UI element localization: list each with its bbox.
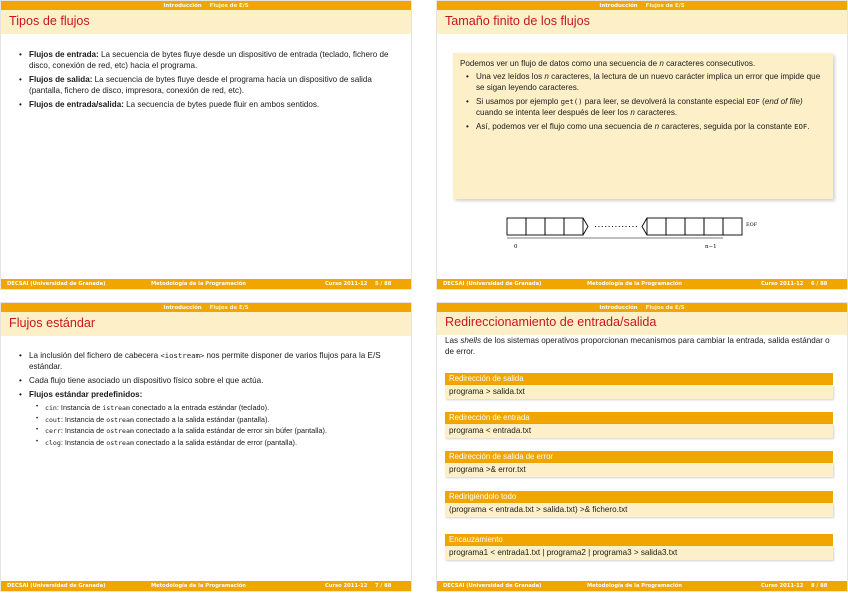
footer-bar	[437, 581, 847, 591]
footer-institution: DECSAI (Universidad de Granada)	[7, 583, 106, 589]
nav-subsection[interactable]: Flujos de E/S	[645, 304, 685, 311]
stream-item-cout: • cout: Instancia de ostream conectado a la salida estándar (pantalla).	[29, 415, 397, 426]
bullet-get-eof: • Si usamos por ejemplo get() para leer, se devolverá la constante especial EOF (end of file) cuando se intenta leer después de leer los n caracteres.	[464, 96, 826, 118]
block-encauzamiento	[445, 534, 833, 560]
index-first: 0	[514, 244, 518, 250]
char-cell	[647, 218, 666, 235]
nav-section[interactable]: Introducción	[599, 2, 638, 9]
slide-tipos-de-flujos	[0, 0, 412, 290]
char-cell	[564, 218, 583, 235]
nav-subsection[interactable]: Flujos de E/S	[645, 2, 685, 9]
nav-bar	[437, 303, 847, 312]
block-header: Redirección de salida de error	[445, 451, 833, 463]
footer-bar	[1, 279, 411, 289]
slide-title: Tipos de flujos	[1, 10, 411, 34]
footer-bar	[437, 279, 847, 289]
char-cell	[545, 218, 564, 235]
char-cell	[704, 218, 723, 235]
eof-cell	[723, 218, 742, 235]
bullet-flujos-entrada: • Flujos de entrada: La secuencia de bytes fluye desde un dispositivo de entrada (teclado, fichero de disco, conexión de red, etc) hacia el programa.	[17, 49, 397, 71]
bullet-flujos-salida: • Flujos de salida: La secuencia de bytes fluye desde el programa hacia un dispositivo de salida (pantalla, fichero de disco, impresora, conexión de red, etc).	[17, 74, 397, 96]
break-mark-right	[642, 218, 647, 235]
slide-tamano-finito	[436, 0, 848, 290]
block-header: Redirección de entrada	[445, 412, 833, 424]
block-header: Encauzamiento	[445, 534, 833, 546]
footer-academic-year: Curso 2011-12	[325, 281, 368, 287]
slide-body	[17, 350, 397, 451]
footer-institution: DECSAI (Universidad de Granada)	[443, 281, 542, 287]
char-cell	[666, 218, 685, 235]
nav-bar	[1, 1, 411, 10]
bullet-iostream: • La inclusión del fichero de cabecera <iostream> nos permite disponer de varios flujos para la E/S estándar.	[17, 350, 397, 372]
nav-bar	[437, 1, 847, 10]
block-command: programa1 < entrada1.txt | programa2 | programa3 > salida3.txt	[445, 546, 833, 560]
nav-section[interactable]: Introducción	[599, 304, 638, 311]
intro-text: Podemos ver un flujo de datos como una secuencia de n caracteres consecutivos.	[460, 59, 756, 68]
explanation-box	[453, 53, 833, 199]
footer-page-number: 6 / 88	[811, 281, 828, 287]
char-cell	[526, 218, 545, 235]
footer-institution: DECSAI (Universidad de Granada)	[7, 281, 106, 287]
footer-page-number: 7 / 88	[375, 583, 392, 589]
nav-section[interactable]: Introducción	[163, 304, 202, 311]
footer-course-title: Metodología de la Programación	[587, 281, 682, 287]
bullet-predefinidos: • Flujos estándar predefinidos: • cin: Instancia de istream conectado a la entrada estándar (teclado). • cout: Instancia de ostream conectado a la salida estándar (pantalla). • cerr: Instancia de ostream conectado a la salida estándar de error sin búfer (pantalla). • clog: Instancia de ostream conectado a la salida estándar de error (pantalla).	[17, 389, 397, 448]
nav-section[interactable]: Introducción	[163, 2, 202, 9]
block-command: programa >& error.txt	[445, 463, 833, 477]
footer-institution: DECSAI (Universidad de Granada)	[443, 583, 542, 589]
footer-academic-year: Curso 2011-12	[325, 583, 368, 589]
footer-page-number: 5 / 88	[375, 281, 392, 287]
block-command: (programa < entrada.txt > salida.txt) >& fichero.txt	[445, 503, 833, 517]
index-last: n−1	[705, 244, 717, 250]
bullet-secuencia-eof: • Así, podemos ver el flujo como una secuencia de n caracteres, seguida por la constante EOF.	[464, 121, 826, 132]
bullet-flujos-entrada-salida: • Flujos de entrada/salida: La secuencia de bytes puede fluir en ambos sentidos.	[17, 99, 397, 110]
block-redireccion-error	[445, 451, 833, 477]
block-redireccion-entrada	[445, 412, 833, 438]
slide-title: Flujos estándar	[1, 312, 411, 336]
block-command: programa < entrada.txt	[445, 424, 833, 438]
bullet-dispositivo: • Cada flujo tiene asociado un dispositivo físico sobre el que actúa.	[17, 375, 397, 386]
slide-flujos-estandar	[0, 302, 412, 592]
char-cell	[507, 218, 526, 235]
block-command: programa > salida.txt	[445, 385, 833, 399]
block-header: Redirección de salida	[445, 373, 833, 385]
nav-subsection[interactable]: Flujos de E/S	[209, 304, 249, 311]
nav-subsection[interactable]: Flujos de E/S	[209, 2, 249, 9]
slide-title: Redireccionamiento de entrada/salida	[437, 312, 847, 335]
stream-diagram	[497, 213, 797, 255]
intro-text: Las shells de los sistemas operativos proporcionan mecanismos para cambiar la entrada, salida estándar o de error.	[445, 336, 830, 356]
char-cell	[685, 218, 704, 235]
footer-course-title: Metodología de la Programación	[587, 583, 682, 589]
footer-page-number: 8 / 88	[811, 583, 828, 589]
stream-item-cin: • cin: Instancia de istream conectado a la entrada estándar (teclado).	[29, 403, 397, 414]
slide-redireccionamiento	[436, 302, 848, 592]
footer-course-title: Metodología de la Programación	[151, 583, 246, 589]
footer-academic-year: Curso 2011-12	[761, 583, 804, 589]
slide-body	[17, 49, 397, 113]
stream-item-clog: • clog: Instancia de ostream conectado a la salida estándar de error (pantalla).	[29, 438, 397, 449]
block-redirigiendo-todo	[445, 491, 833, 517]
block-header: Redirigiéndolo todo	[445, 491, 833, 503]
footer-bar	[1, 581, 411, 591]
footer-academic-year: Curso 2011-12	[761, 281, 804, 287]
footer-course-title: Metodología de la Programación	[151, 281, 246, 287]
bullet-lectura-limite: • Una vez leídos los n caracteres, la lectura de un nuevo carácter implica un error que impide que se sigan leyendo caracteres.	[464, 71, 826, 93]
eof-label: EOF	[746, 222, 758, 228]
break-mark-left	[583, 218, 588, 235]
slide-title: Tamaño finito de los flujos	[437, 10, 847, 34]
stream-item-cerr: • cerr: Instancia de ostream conectado a la salida estándar de error sin búfer (pantalla).	[29, 426, 397, 437]
block-redireccion-salida	[445, 373, 833, 399]
nav-bar	[1, 303, 411, 312]
